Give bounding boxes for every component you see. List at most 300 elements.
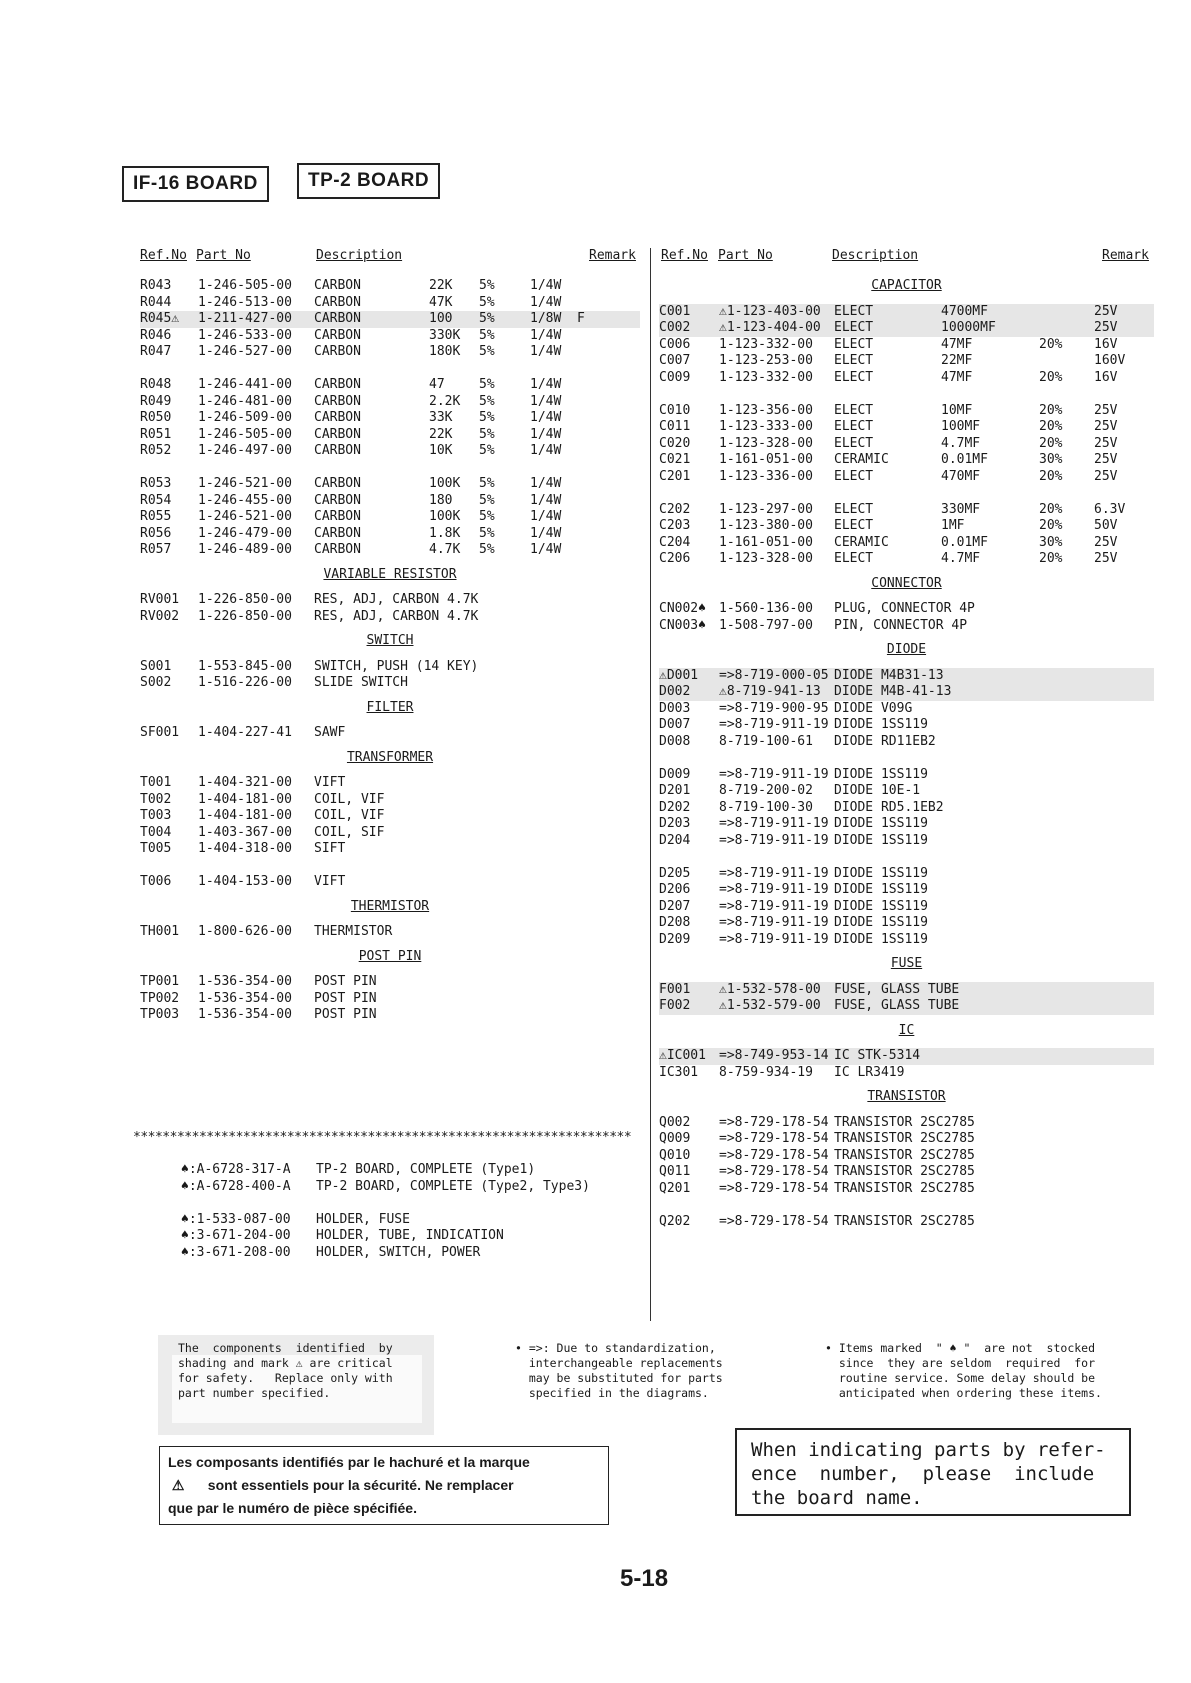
part-row [140,344,640,361]
part-cell: DIODE 1SS119 [834,898,928,914]
part-cell: 1-246-455-00 [198,492,292,508]
part-row [140,991,640,1008]
part-cell: 1/8W F [530,311,585,326]
part-cell: CERAMIC [834,452,889,467]
part-row [140,542,640,559]
part-cell: 47 [429,377,445,392]
tp2-cell: HOLDER, SWITCH, POWER [316,1244,481,1260]
part-cell: VIFT [314,874,346,889]
part-cell: SWITCH, PUSH (14 KEY) [314,658,479,674]
part-cell: 1MF [941,518,965,533]
part-row [140,278,640,295]
part-cell: 20% [1039,419,1063,434]
part-cell: D003 [659,700,691,716]
header-desc-right: Description [832,248,919,263]
part-cell: S001 [140,658,172,674]
part-row [659,734,1154,751]
part-cell: 47MF [941,369,973,385]
part-cell: RES, ADJ, CARBON 4.7K [314,592,479,607]
left-parts-list [140,278,640,1024]
part-row [140,659,640,676]
part-cell: 8-759-934-19 [719,1064,813,1080]
part-row [659,800,1154,817]
part-cell: 25V [1094,419,1118,434]
part-cell: 50V [1094,518,1118,533]
part-cell: 8-719-100-61 [719,733,813,749]
part-cell: 1-123-328-00 [719,551,813,566]
part-cell: T005 [140,841,172,856]
part-cell: ELECT [834,468,874,484]
part-cell: R043 [140,278,172,293]
part-cell: F001 [659,981,691,997]
part-cell: CARBON [314,542,361,557]
part-cell: 1-246-481-00 [198,393,292,409]
row-gap [181,1195,641,1212]
part-cell: 30% [1039,452,1063,467]
part-cell: 1/4W [530,294,562,310]
part-cell: TRANSISTOR 2SC2785 [834,1164,975,1179]
part-row [659,502,1154,519]
part-cell: R050 [140,410,172,425]
part-cell: 1-404-227-41 [198,725,292,740]
part-row [659,783,1154,800]
part-cell: =>8-719-911-19 [719,898,829,914]
part-cell: =>8-719-911-19 [719,915,829,930]
part-cell: R046 [140,327,172,343]
part-row [140,443,640,460]
part-row [659,1048,1154,1065]
part-cell: =>8-719-000-05 [719,667,829,683]
part-cell: ELECT [834,518,874,533]
part-cell: 25V [1094,303,1118,319]
part-cell: D202 [659,799,691,815]
part-row [659,601,1154,618]
part-cell: FUSE, GLASS TUBE [834,981,960,997]
part-row [140,874,640,891]
part-cell: 1-161-051-00 [719,452,813,467]
part-cell: CARBON [314,377,361,392]
column-divider [650,248,651,1321]
part-cell: 1/4W [530,443,562,458]
part-cell: IC LR3419 [834,1064,905,1080]
part-cell: 1-403-367-00 [198,824,292,840]
part-cell: 1-516-226-00 [198,675,292,690]
part-cell: 1-226-850-00 [198,608,292,624]
part-cell: ⚠1-532-579-00 [719,998,821,1013]
part-cell: DIODE 1SS119 [834,832,928,848]
part-cell: 5% [479,344,495,359]
part-cell: 1-123-253-00 [719,353,813,368]
part-cell: 470MF [941,468,981,484]
tp2-cell: HOLDER, TUBE, INDICATION [316,1228,504,1243]
board-title-tp2 [297,163,440,199]
part-cell: RES, ADJ, CARBON 4.7K [314,608,479,624]
part-cell: TP001 [140,974,180,989]
part-cell: TH001 [140,924,180,939]
row-gap [140,858,640,875]
part-cell: CARBON [314,278,361,293]
part-cell: R057 [140,542,172,557]
part-cell: 20% [1039,369,1063,385]
part-cell: 1-123-336-00 [719,468,813,484]
part-cell: 1-123-332-00 [719,336,813,352]
part-cell: C002 [659,320,691,335]
part-cell: SIFT [314,841,346,856]
part-cell: 5% [479,327,495,343]
part-cell: 1/4W [530,492,562,508]
tp2-cell: ♠:A-6728-400-A [181,1178,291,1194]
part-cell: 100 [429,311,453,326]
part-cell: ELECT [834,336,874,352]
part-cell: 25V [1094,435,1118,451]
part-cell: 1.8K [429,525,461,541]
part-cell: PIN, CONNECTOR 4P [834,617,968,633]
part-cell: C203 [659,518,691,533]
part-cell: DIODE 1SS119 [834,865,928,881]
part-cell: 1-246-509-00 [198,410,292,425]
part-cell: COIL, SIF [314,824,385,840]
part-row [659,320,1154,337]
part-cell: THERMISTOR [314,924,393,939]
part-cell: 1/4W [530,509,562,524]
part-cell: 1-226-850-00 [198,592,292,607]
part-row [659,518,1154,535]
part-cell: =>8-719-911-19 [719,865,829,881]
part-cell: CERAMIC [834,534,889,550]
part-cell: 5% [479,278,495,293]
part-row [659,304,1154,321]
part-cell: =>8-729-178-54 [719,1147,829,1163]
part-cell: 20% [1039,468,1063,484]
part-cell: D203 [659,816,691,831]
part-cell: FUSE, GLASS TUBE [834,998,960,1013]
header-part-left: Part No [196,248,251,263]
part-row [659,618,1154,635]
row-gap [140,460,640,477]
part-cell: 6.3V [1094,501,1126,517]
part-cell: 330K [429,327,461,343]
part-cell: 20% [1039,501,1063,517]
part-cell: DIODE RD5.1EB2 [834,799,944,815]
tp2-row [181,1212,641,1229]
part-row [140,295,640,312]
header-remark-right: Remark [1102,248,1149,263]
part-row [659,767,1154,784]
row-gap [659,485,1154,502]
part-cell: TRANSISTOR 2SC2785 [834,1147,975,1163]
part-cell: TRANSISTOR 2SC2785 [834,1213,975,1229]
tp2-cell: HOLDER, FUSE [316,1211,410,1227]
part-cell: =>8-749-953-14 [719,1048,829,1063]
part-cell: 100MF [941,419,981,434]
part-cell: 1-536-354-00 [198,974,292,989]
part-cell: CN002♠ [659,601,706,616]
part-cell: T004 [140,824,172,840]
part-cell: 1-404-181-00 [198,791,292,807]
tp2-row [181,1179,641,1196]
part-row [140,725,640,742]
part-cell: =>8-729-178-54 [719,1114,829,1130]
section-title: DIODE [886,642,927,657]
part-cell: 10MF [941,402,973,418]
part-cell: ELECT [834,402,874,418]
part-row [659,403,1154,420]
part-row [140,394,640,411]
part-cell: 1-123-356-00 [719,402,813,418]
part-cell: 16V [1094,336,1118,352]
part-cell: D209 [659,931,691,947]
part-cell: 1-246-479-00 [198,525,292,541]
part-cell: C202 [659,501,691,517]
part-cell: 1/4W [530,344,562,359]
part-row [659,684,1154,701]
part-cell: TRANSISTOR 2SC2785 [834,1114,975,1130]
tp2-cell: ♠:A-6728-317-A [181,1162,291,1177]
part-cell: 4.7K [429,542,461,557]
part-cell: =>8-719-911-19 [719,882,829,897]
part-row [659,1181,1154,1198]
part-cell: 47K [429,294,453,310]
part-cell: F002 [659,998,691,1013]
part-cell: DIODE V09G [834,700,913,716]
part-cell: R044 [140,294,172,310]
part-row [659,833,1154,850]
part-cell: Q009 [659,1131,691,1146]
part-cell: IC STK-5314 [834,1048,921,1063]
part-cell: 1-246-505-00 [198,426,292,442]
safety-note: The components identified by shading and mark ⚠ are critical for safety. Replace only with part number specified. [178,1341,393,1400]
section-title: CONNECTOR [871,575,942,591]
part-cell: 20% [1039,402,1063,418]
part-cell: 100K [429,509,461,524]
part-cell: DIODE 1SS119 [834,717,928,732]
part-row [140,476,640,493]
part-cell: R052 [140,443,172,458]
part-cell: D002 [659,684,691,699]
part-cell: TP002 [140,990,180,1006]
part-cell: 1-404-318-00 [198,841,292,856]
part-cell: C201 [659,468,691,484]
part-cell: 5% [479,377,495,392]
part-cell: CARBON [314,294,361,310]
part-row [140,311,640,328]
part-cell: R049 [140,393,172,409]
part-cell: 1-123-332-00 [719,369,813,385]
part-cell: T002 [140,791,172,807]
part-cell: COIL, VIF [314,808,385,823]
board-title-if16-text: IF-16 BOARD [133,173,258,194]
part-row [659,337,1154,354]
part-cell: =>8-719-911-19 [719,931,829,947]
part-cell: Q201 [659,1180,691,1196]
board-title-if16 [122,166,269,202]
part-cell: 180K [429,344,461,359]
part-cell: SAWF [314,725,346,740]
part-cell: IC301 [659,1064,699,1080]
section-title: CAPACITOR [871,278,942,293]
part-cell: C204 [659,534,691,550]
part-cell: 25V [1094,551,1118,566]
part-cell: 1-123-328-00 [719,435,813,451]
part-cell: R048 [140,377,172,392]
part-cell: ⚠IC001 [659,1048,706,1063]
part-row [659,816,1154,833]
part-row [659,436,1154,453]
part-cell: S002 [140,675,172,690]
part-cell: CARBON [314,393,361,409]
part-cell: D007 [659,717,691,732]
part-cell: 5% [479,410,495,425]
part-row [659,915,1154,932]
row-gap [659,750,1154,767]
part-row [659,551,1154,568]
part-cell: 1-560-136-00 [719,601,813,616]
part-row [659,899,1154,916]
part-cell: Q010 [659,1147,691,1163]
part-cell: 47MF [941,336,973,352]
french-safety-note: Les composants identifiés par le hachuré et la marque ⚠ sont essentiels pour la sécurité. Ne remplacer que par le numéro de pièce spécifiée. [159,1446,609,1525]
part-row [659,1131,1154,1148]
header-part-right: Part No [718,248,773,263]
part-cell: DIODE M4B-41-13 [834,684,952,699]
part-cell: ELECT [834,435,874,451]
part-cell: Q202 [659,1213,691,1229]
part-cell: Q011 [659,1164,691,1179]
part-cell: 1-536-354-00 [198,1007,292,1022]
part-cell: R045⚠ [140,311,180,326]
section-title: THERMISTOR [350,898,430,914]
part-row [659,419,1154,436]
part-row [140,792,640,809]
part-cell: 1-800-626-00 [198,924,292,939]
part-cell: R054 [140,492,172,508]
part-row [140,493,640,510]
part-cell: CARBON [314,410,361,425]
part-cell: D008 [659,733,691,749]
part-row [140,609,640,626]
section-title: FUSE [890,956,923,971]
part-cell: 1-246-489-00 [198,542,292,557]
part-cell: CN003♠ [659,617,706,633]
row-gap [659,849,1154,866]
tp2-cell: ♠:3-671-204-00 [181,1228,291,1243]
part-cell: 1/4W [530,377,562,392]
part-cell: DIODE 1SS119 [834,766,928,782]
board-title-tp2-text: TP-2 BOARD [308,170,430,191]
part-cell: 20% [1039,435,1063,451]
part-row [659,1214,1154,1231]
part-cell: D009 [659,766,691,782]
part-cell: ⚠D001 [659,667,699,683]
part-cell [1039,353,1094,370]
part-cell: CARBON [314,344,361,359]
part-cell: R051 [140,426,172,442]
part-cell: 1-246-527-00 [198,344,292,359]
part-cell: D208 [659,915,691,930]
part-cell: 0.01MF [941,452,988,467]
part-cell: 5% [479,525,495,541]
section-title: TRANSISTOR [867,1089,946,1104]
part-cell: DIODE M4B31-13 [834,667,944,683]
part-cell: C007 [659,353,691,368]
part-cell: 4700MF [941,303,988,319]
part-row [659,717,1154,734]
part-cell: R047 [140,344,172,359]
section-title: FILTER [366,699,414,715]
part-cell: COIL, VIF [314,791,385,807]
part-cell: 5% [479,509,495,524]
part-cell: ⚠8-719-941-13 [719,684,821,699]
part-row [140,427,640,444]
part-cell: 25V [1094,468,1118,484]
part-cell: C001 [659,303,691,319]
part-cell: ELECT [834,551,874,566]
tp2-cell: ♠:3-671-208-00 [181,1244,291,1260]
part-row [140,509,640,526]
part-cell: 5% [479,542,495,557]
tp2-parts-list [181,1162,641,1261]
part-cell: 5% [479,393,495,409]
part-cell: 16V [1094,369,1118,385]
part-row [140,526,640,543]
part-cell: C009 [659,369,691,385]
part-cell: 33K [429,410,453,425]
part-cell: 160V [1094,353,1126,368]
part-cell: D204 [659,832,691,848]
tp2-row [181,1228,641,1245]
part-cell: C206 [659,551,691,566]
part-cell: 8-719-200-02 [719,783,813,798]
part-cell: TRANSISTOR 2SC2785 [834,1180,975,1196]
part-cell: 5% [479,492,495,508]
part-row [140,675,640,692]
part-row [659,370,1154,387]
part-cell: 1-404-321-00 [198,775,292,790]
board-name-note: When indicating parts by refer- ence number, please include the board name. [735,1428,1131,1516]
part-cell: T006 [140,874,172,889]
part-cell: 1-246-441-00 [198,377,292,392]
part-cell: CARBON [314,311,361,326]
part-cell: 1-246-521-00 [198,476,292,491]
part-cell: C021 [659,452,691,467]
section-title: POST PIN [358,948,422,964]
part-row [659,668,1154,685]
part-cell: 1/4W [530,410,562,425]
part-row [659,701,1154,718]
part-cell: 1/4W [530,426,562,442]
part-cell: =>8-729-178-54 [719,1213,829,1229]
separator-stars: ******************************************************************** [133,1130,632,1145]
part-cell: RV001 [140,592,180,607]
section-title: TRANSFORMER [346,749,434,765]
header-ref-right: Ref.No [661,248,708,263]
section-title: VARIABLE RESISTOR [323,566,457,582]
part-cell: 1-246-505-00 [198,278,292,293]
part-row [140,1007,640,1024]
part-row [659,866,1154,883]
part-cell: DIODE 1SS119 [834,882,928,897]
part-row [659,1065,1154,1082]
part-cell: 1/4W [530,542,562,557]
part-row [140,974,640,991]
part-cell: 1-553-845-00 [198,658,292,674]
part-row [659,353,1154,370]
part-cell: 1-404-181-00 [198,808,292,823]
part-cell: =>8-729-178-54 [719,1131,829,1146]
part-cell: =>8-719-900-95 [719,700,829,716]
part-row [659,535,1154,552]
part-row [659,1164,1154,1181]
